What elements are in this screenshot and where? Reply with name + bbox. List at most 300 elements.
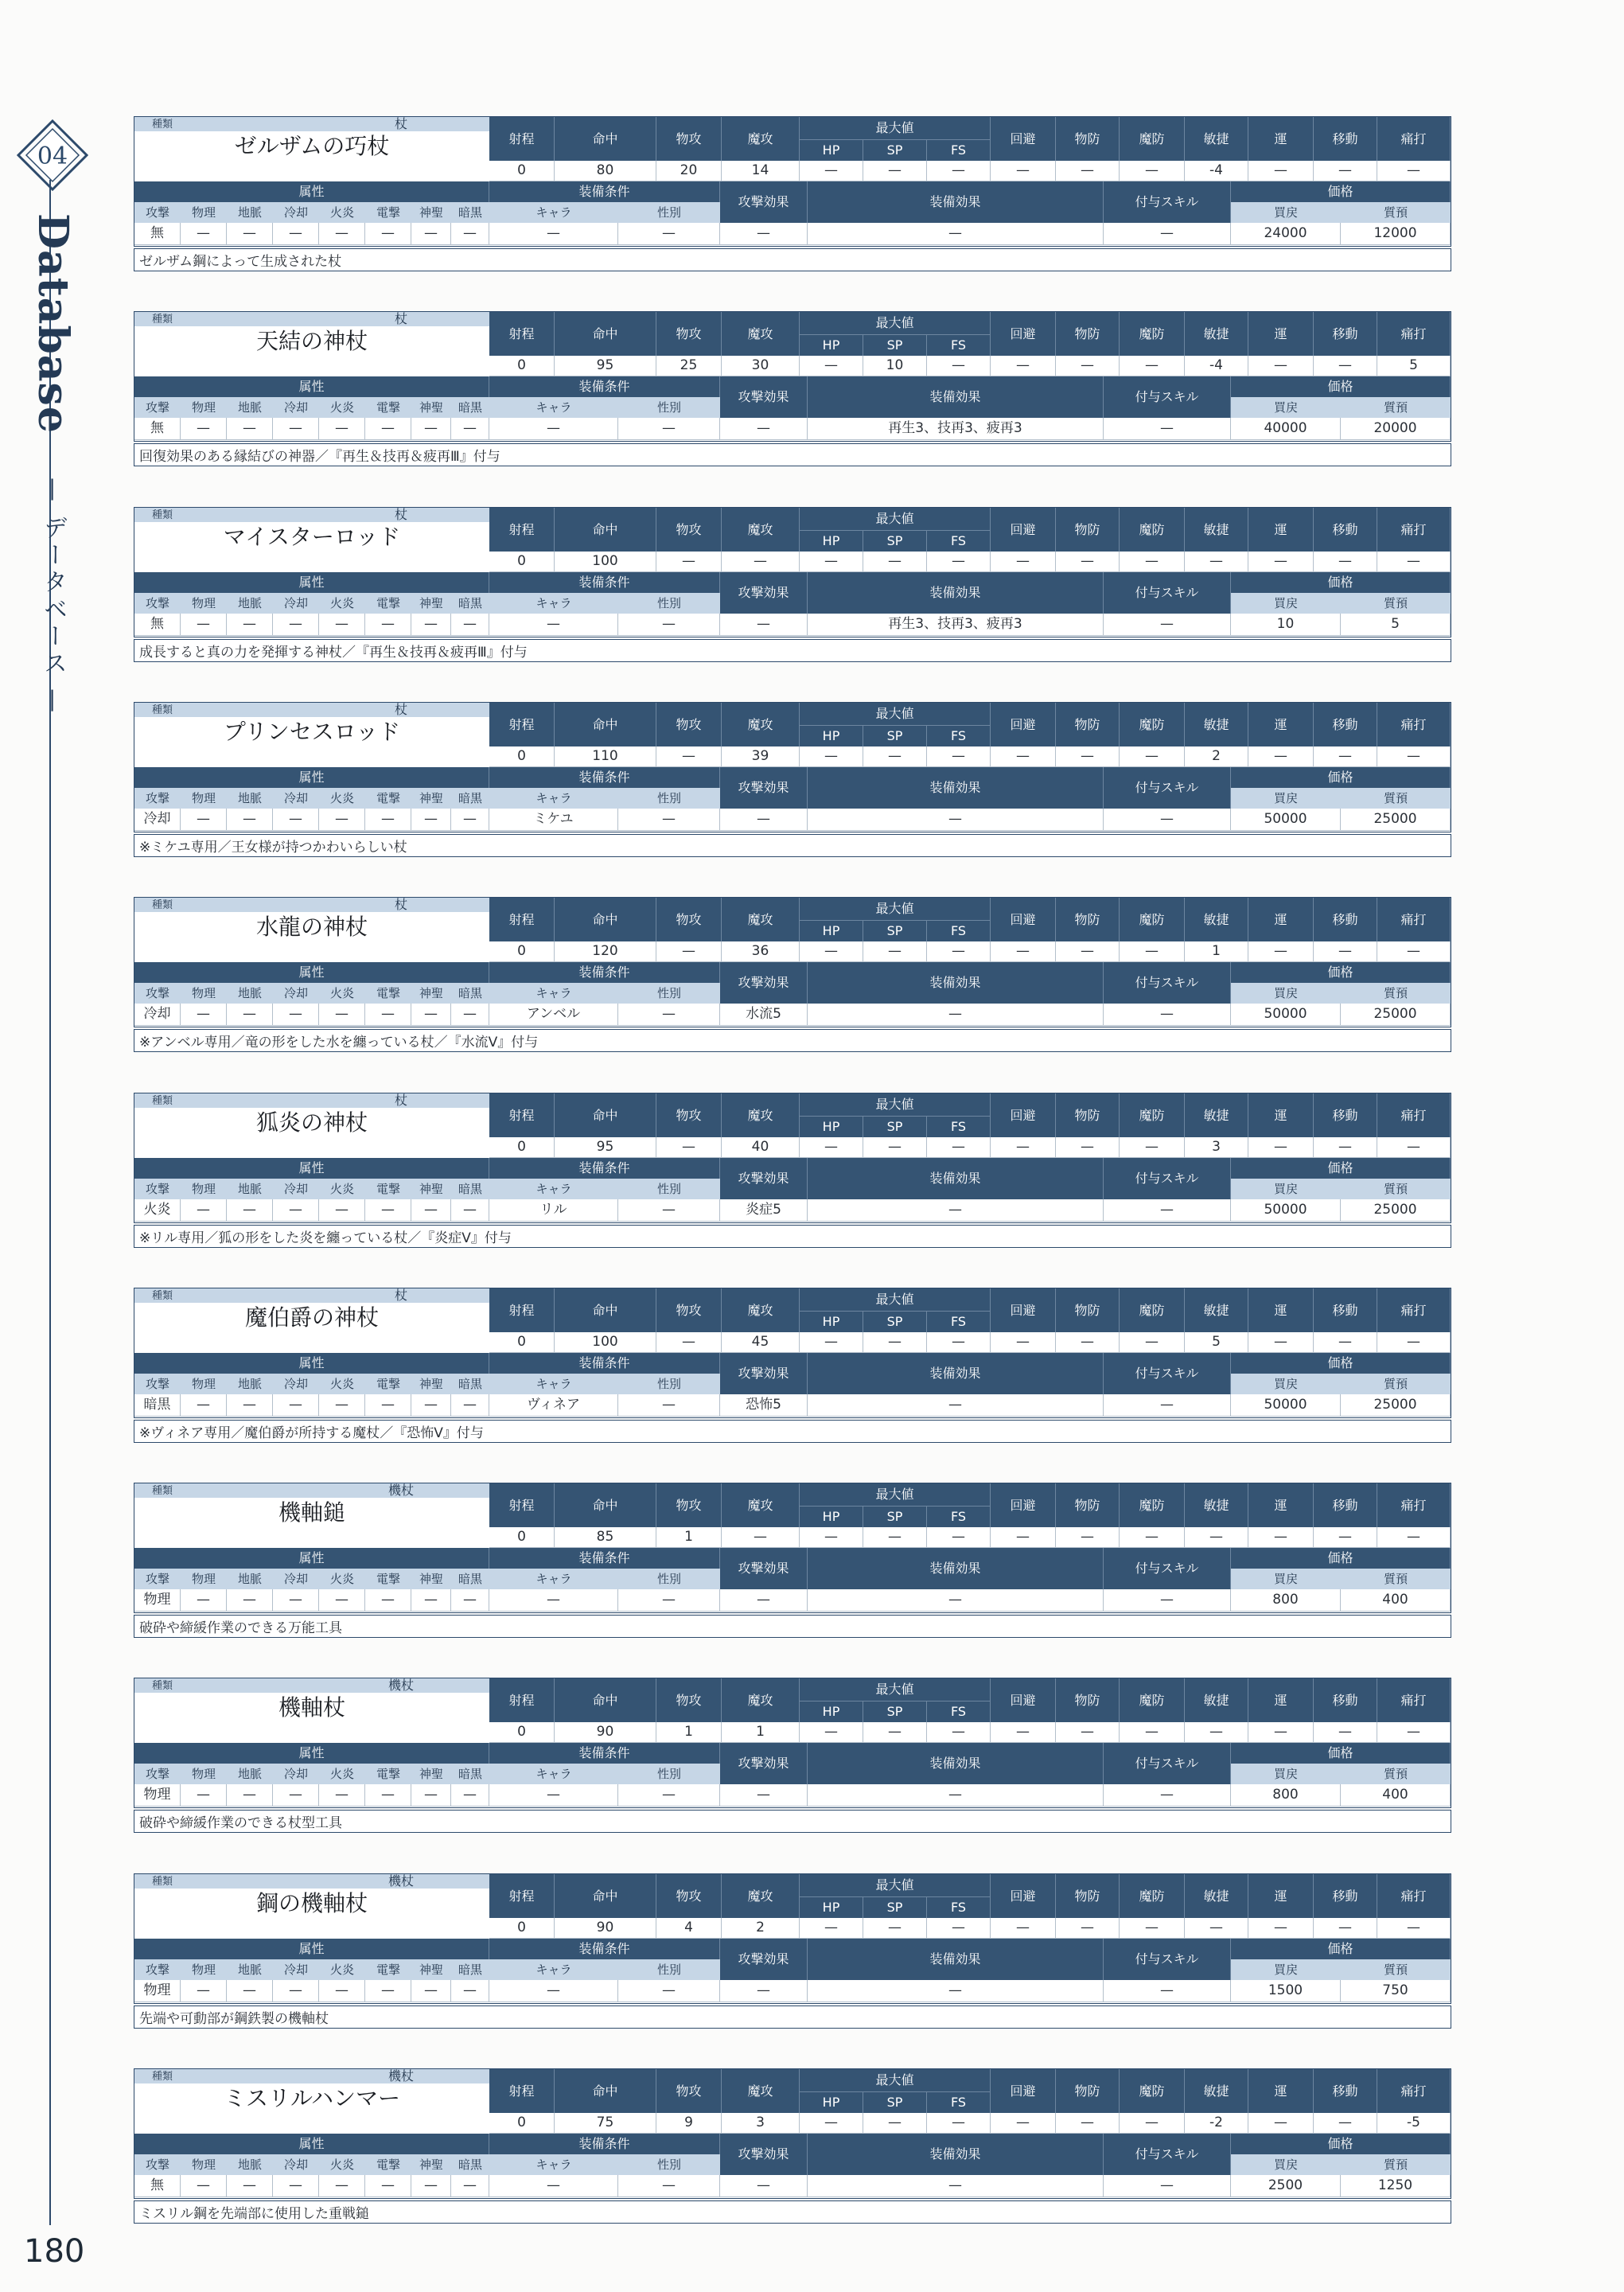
weapon-name: 機軸杖 <box>134 1693 489 1722</box>
weapon-entry <box>134 1678 1451 1837</box>
attr-label-physical: 物理 <box>181 2154 227 2175</box>
attr-value: 火炎 <box>134 1199 181 1222</box>
buy-label: 買戻 <box>1231 2154 1341 2175</box>
stat-value: 95 <box>555 1137 656 1158</box>
weapon-description: ゼルザム鋼によって生成された杖 <box>134 248 1451 271</box>
stat-header-patk: 物攻 <box>656 1678 722 1722</box>
attr-label-cold: 冷却 <box>273 593 319 614</box>
stat-header-evade: 回避 <box>991 117 1056 161</box>
skill-header: 付与スキル <box>1104 1548 1231 1589</box>
stat-header-move: 移動 <box>1314 898 1377 941</box>
stat-value: — <box>656 746 722 767</box>
weapon-description: 破砕や締緩作業のできる万能工具 <box>134 1615 1451 1638</box>
skill-header: 付与スキル <box>1104 376 1231 418</box>
skill-value: — <box>1104 418 1231 440</box>
atkeffect-value: — <box>720 1980 808 2002</box>
stat-header-sp: SP <box>863 1701 927 1722</box>
equipeffect-header: 装備効果 <box>808 376 1104 418</box>
sex-label: 性別 <box>618 202 720 223</box>
atkeffect-header: 攻撃効果 <box>720 572 808 614</box>
stat-value: 0 <box>489 941 555 962</box>
attr-label-dark: 暗黒 <box>451 1569 489 1589</box>
stat-value: — <box>1120 1137 1185 1158</box>
stat-header-range: 射程 <box>489 898 555 941</box>
attr-label-attack: 攻撃 <box>134 2154 181 2175</box>
weapon-name: 水龍の神杖 <box>134 912 489 941</box>
stat-value: — <box>991 552 1056 572</box>
atkeffect-value: — <box>720 614 808 636</box>
attr-value: — <box>273 223 319 245</box>
attr-label-earth: 地脈 <box>227 1959 273 1980</box>
attr-value: — <box>273 1199 319 1222</box>
price-header: 価格 <box>1231 962 1451 983</box>
attr-value: — <box>181 1980 227 2002</box>
stat-header-max: 最大値 <box>800 508 991 530</box>
stat-value: 25 <box>656 356 722 376</box>
attr-value: — <box>365 2175 411 2197</box>
equipeffect-value: — <box>808 1589 1104 1612</box>
weapon-stat-table <box>134 702 1451 832</box>
skill-value: — <box>1104 1004 1231 1026</box>
stat-value: 40 <box>722 1137 800 1158</box>
stat-header-crit: 痛打 <box>1377 1288 1451 1332</box>
stat-header-hit: 命中 <box>555 703 656 746</box>
sidebar <box>0 0 88 2292</box>
attr-label-fire: 火炎 <box>319 593 365 614</box>
sex-label: 性別 <box>618 1374 720 1394</box>
sell-label: 質預 <box>1341 1179 1451 1199</box>
stat-header-luck: 運 <box>1248 703 1314 746</box>
stat-header-fs: FS <box>927 725 991 746</box>
stat-header-hp: HP <box>800 139 863 161</box>
attr-value: — <box>411 1980 451 2002</box>
equipeffect-header: 装備効果 <box>808 1353 1104 1394</box>
stat-header-matk: 魔攻 <box>722 312 800 356</box>
attr-value: — <box>451 223 489 245</box>
attr-value: — <box>273 614 319 636</box>
attr-value: — <box>319 614 365 636</box>
stat-header-sp: SP <box>863 1506 927 1527</box>
sex-value: — <box>618 418 720 440</box>
stat-value: — <box>927 2113 991 2134</box>
page-number: 180 <box>24 2233 85 2270</box>
attr-label-earth: 地脈 <box>227 593 273 614</box>
stat-value: — <box>1248 1527 1314 1548</box>
stat-value: -4 <box>1185 356 1248 376</box>
stat-value: — <box>800 1137 863 1158</box>
stat-header-patk: 物攻 <box>656 703 722 746</box>
buy-label: 買戻 <box>1231 1959 1341 1980</box>
attr-label-physical: 物理 <box>181 788 227 809</box>
attr-label-physical: 物理 <box>181 1959 227 1980</box>
sex-value: — <box>618 1980 720 2002</box>
stat-value: 0 <box>489 1918 555 1939</box>
stat-header-move: 移動 <box>1314 2069 1377 2113</box>
stat-header-hit: 命中 <box>555 1874 656 1918</box>
attr-label-electric: 電撃 <box>365 593 411 614</box>
attr-value: — <box>273 1394 319 1417</box>
attr-value: — <box>319 1004 365 1026</box>
stat-value: 80 <box>555 161 656 181</box>
skill-value: — <box>1104 1394 1231 1417</box>
sex-label: 性別 <box>618 983 720 1004</box>
stat-value: — <box>1120 552 1185 572</box>
attr-value: 暗黒 <box>134 1394 181 1417</box>
stat-header-agi: 敏捷 <box>1185 1874 1248 1918</box>
stat-value: — <box>991 1332 1056 1353</box>
stat-value: — <box>656 1137 722 1158</box>
weapon-description: 先端や可動部が鋼鉄製の機軸杖 <box>134 2005 1451 2029</box>
stat-value: — <box>1056 356 1120 376</box>
stat-header-move: 移動 <box>1314 1483 1377 1527</box>
attr-label-attack: 攻撃 <box>134 1179 181 1199</box>
stat-header-max: 最大値 <box>800 2069 991 2091</box>
stat-value: 90 <box>555 1722 656 1743</box>
weapon-type: 機杖 <box>313 2069 489 2083</box>
attr-label-cold: 冷却 <box>273 1764 319 1784</box>
price-header: 価格 <box>1231 1158 1451 1179</box>
weapon-name: 魔伯爵の神杖 <box>134 1303 489 1332</box>
equipeffect-header: 装備効果 <box>808 767 1104 809</box>
weapon-name: マイスターロッド <box>134 522 489 552</box>
price-header: 価格 <box>1231 2134 1451 2154</box>
stat-value: — <box>1120 161 1185 181</box>
stat-value: — <box>1248 356 1314 376</box>
stat-value: — <box>991 1137 1056 1158</box>
stat-value: — <box>927 1722 991 1743</box>
stat-value: 120 <box>555 941 656 962</box>
stat-header-patk: 物攻 <box>656 1874 722 1918</box>
stat-value: 0 <box>489 552 555 572</box>
weapon-type: 機杖 <box>313 1874 489 1889</box>
attr-label-electric: 電撃 <box>365 1179 411 1199</box>
weapon-stat-table <box>134 897 1451 1027</box>
stat-value: — <box>1248 1918 1314 1939</box>
weapon-name: 天結の神杖 <box>134 326 489 356</box>
stat-header-hit: 命中 <box>555 1483 656 1527</box>
type-label: 種類 <box>134 898 313 912</box>
stat-value: — <box>1248 552 1314 572</box>
sex-label: 性別 <box>618 1764 720 1784</box>
attr-value: — <box>451 1784 489 1807</box>
stat-header-move: 移動 <box>1314 312 1377 356</box>
stat-value: 85 <box>555 1527 656 1548</box>
stat-value: — <box>1248 161 1314 181</box>
stat-header-crit: 痛打 <box>1377 2069 1451 2113</box>
stat-value: — <box>1185 1918 1248 1939</box>
weapon-stat-table <box>134 1678 1451 1808</box>
stat-value: 1 <box>656 1722 722 1743</box>
type-label: 種類 <box>134 1483 313 1498</box>
attr-label-fire: 火炎 <box>319 2154 365 2175</box>
stat-header-range: 射程 <box>489 1288 555 1332</box>
stat-value: — <box>927 1527 991 1548</box>
weapon-stat-table <box>134 1093 1451 1223</box>
weapon-stat-table <box>134 1873 1451 2004</box>
weapon-entry <box>134 1873 1451 2033</box>
attr-label-dark: 暗黒 <box>451 593 489 614</box>
skill-header: 付与スキル <box>1104 1158 1231 1199</box>
buy-label: 買戻 <box>1231 1569 1341 1589</box>
equipeffect-header: 装備効果 <box>808 1939 1104 1980</box>
stat-header-crit: 痛打 <box>1377 312 1451 356</box>
stat-value: — <box>1248 941 1314 962</box>
equipeffect-value: — <box>808 2175 1104 2197</box>
attr-value: — <box>273 1784 319 1807</box>
weapon-name: ミスリルハンマー <box>134 2083 489 2113</box>
chara-label: キャラ <box>489 1959 618 1980</box>
buy-label: 買戻 <box>1231 1374 1341 1394</box>
attr-value: — <box>319 223 365 245</box>
stat-header-fs: FS <box>927 1116 991 1137</box>
stat-header-patk: 物攻 <box>656 2069 722 2113</box>
buy-price: 2500 <box>1231 2175 1341 2197</box>
attr-value: — <box>451 2175 489 2197</box>
stat-header-pdef: 物防 <box>1056 898 1120 941</box>
sex-value: — <box>618 1394 720 1417</box>
stat-value: 9 <box>656 2113 722 2134</box>
attr-label-attack: 攻撃 <box>134 788 181 809</box>
attr-value: — <box>411 1199 451 1222</box>
attr-value: 物理 <box>134 1784 181 1807</box>
stat-value: — <box>1314 1527 1377 1548</box>
stat-header-hp: HP <box>800 725 863 746</box>
stat-value: 3 <box>722 2113 800 2134</box>
skill-header: 付与スキル <box>1104 767 1231 809</box>
attr-header: 属性 <box>134 1353 489 1374</box>
stat-header-matk: 魔攻 <box>722 2069 800 2113</box>
sex-value: — <box>618 1784 720 1807</box>
stat-header-hp: HP <box>800 1116 863 1137</box>
stat-value: — <box>1120 2113 1185 2134</box>
stat-value: — <box>927 161 991 181</box>
attr-value: — <box>451 1980 489 2002</box>
stat-header-mdef: 魔防 <box>1120 2069 1185 2113</box>
buy-price: 50000 <box>1231 809 1341 831</box>
stat-value: — <box>1056 1722 1120 1743</box>
stat-header-range: 射程 <box>489 117 555 161</box>
stat-value: — <box>1314 552 1377 572</box>
stat-value: — <box>991 941 1056 962</box>
stat-header-hit: 命中 <box>555 117 656 161</box>
buy-price: 50000 <box>1231 1199 1341 1222</box>
stat-value: 0 <box>489 2113 555 2134</box>
stat-header-patk: 物攻 <box>656 1483 722 1527</box>
attr-value: — <box>451 1199 489 1222</box>
buy-price: 24000 <box>1231 223 1341 245</box>
stat-header-crit: 痛打 <box>1377 1093 1451 1137</box>
attr-value: — <box>411 1589 451 1612</box>
chara-label: キャラ <box>489 1374 618 1394</box>
stat-value: — <box>863 1332 927 1353</box>
price-header: 価格 <box>1231 572 1451 593</box>
attr-value: — <box>451 1004 489 1026</box>
buy-price: 40000 <box>1231 418 1341 440</box>
attr-value: — <box>181 1394 227 1417</box>
stat-header-move: 移動 <box>1314 508 1377 552</box>
stat-value: — <box>1056 1918 1120 1939</box>
stat-header-fs: FS <box>927 1506 991 1527</box>
stat-value: 14 <box>722 161 800 181</box>
atkeffect-value: — <box>720 223 808 245</box>
attr-header: 属性 <box>134 962 489 983</box>
sex-value: — <box>618 809 720 831</box>
stat-value: — <box>1056 746 1120 767</box>
type-label: 種類 <box>134 1678 313 1693</box>
skill-value: — <box>1104 1980 1231 2002</box>
stat-header-agi: 敏捷 <box>1185 1093 1248 1137</box>
skill-header: 付与スキル <box>1104 962 1231 1004</box>
stat-value: — <box>1377 552 1451 572</box>
stat-header-agi: 敏捷 <box>1185 1483 1248 1527</box>
chara-label: キャラ <box>489 983 618 1004</box>
attr-label-attack: 攻撃 <box>134 593 181 614</box>
sex-value: — <box>618 1199 720 1222</box>
stat-header-mdef: 魔防 <box>1120 1483 1185 1527</box>
attr-label-dark: 暗黒 <box>451 2154 489 2175</box>
buy-label: 買戻 <box>1231 1764 1341 1784</box>
skill-header: 付与スキル <box>1104 572 1231 614</box>
stat-header-evade: 回避 <box>991 1288 1056 1332</box>
attr-value: 物理 <box>134 1589 181 1612</box>
weapon-description: 成長すると真の力を発揮する神杖／『再生＆技再＆疲再Ⅲ』付与 <box>134 639 1451 662</box>
weapon-stat-table <box>134 1288 1451 1418</box>
stat-header-sp: SP <box>863 920 927 941</box>
price-header: 価格 <box>1231 1548 1451 1569</box>
weapon-stat-table <box>134 1483 1451 1613</box>
stat-value: — <box>863 746 927 767</box>
attr-value: — <box>227 418 273 440</box>
attr-label-holy: 神聖 <box>411 983 451 1004</box>
stat-value: -4 <box>1185 161 1248 181</box>
sell-price: 25000 <box>1341 809 1451 831</box>
attr-value: — <box>273 809 319 831</box>
attr-label-physical: 物理 <box>181 1569 227 1589</box>
sell-price: 400 <box>1341 1784 1451 1807</box>
stat-value: 1 <box>1185 941 1248 962</box>
stat-header-hp: HP <box>800 1701 863 1722</box>
stat-value: — <box>800 161 863 181</box>
stat-header-hit: 命中 <box>555 1288 656 1332</box>
weapon-entry <box>134 702 1451 861</box>
attr-header: 属性 <box>134 1158 489 1179</box>
stat-value: — <box>800 552 863 572</box>
stat-header-pdef: 物防 <box>1056 1678 1120 1722</box>
attr-value: — <box>411 1394 451 1417</box>
weapon-description: ミスリル鋼を先端部に使用した重戦鎚 <box>134 2200 1451 2224</box>
attr-label-attack: 攻撃 <box>134 983 181 1004</box>
stat-header-fs: FS <box>927 2091 991 2113</box>
sell-label: 質預 <box>1341 202 1451 223</box>
attr-value: — <box>273 1589 319 1612</box>
chara-label: キャラ <box>489 397 618 418</box>
stat-header-move: 移動 <box>1314 1288 1377 1332</box>
equipcond-header: 装備条件 <box>489 1158 720 1179</box>
attr-value: — <box>319 1589 365 1612</box>
stat-value: — <box>1056 161 1120 181</box>
weapon-entry <box>134 116 1451 275</box>
stat-header-hp: HP <box>800 1506 863 1527</box>
stat-value: 30 <box>722 356 800 376</box>
stat-header-sp: SP <box>863 2091 927 2113</box>
stat-header-luck: 運 <box>1248 1874 1314 1918</box>
attr-label-fire: 火炎 <box>319 788 365 809</box>
attr-header: 属性 <box>134 572 489 593</box>
price-header: 価格 <box>1231 181 1451 202</box>
attr-label-dark: 暗黒 <box>451 788 489 809</box>
stat-header-pdef: 物防 <box>1056 703 1120 746</box>
sell-label: 質預 <box>1341 593 1451 614</box>
stat-value: — <box>991 2113 1056 2134</box>
equipeffect-header: 装備効果 <box>808 572 1104 614</box>
equipcond-header: 装備条件 <box>489 376 720 397</box>
weapon-type: 機杖 <box>313 1483 489 1498</box>
stat-value: — <box>1056 1137 1120 1158</box>
stat-value: — <box>1314 1722 1377 1743</box>
stat-header-range: 射程 <box>489 2069 555 2113</box>
attr-value: — <box>181 1589 227 1612</box>
stat-value: — <box>1185 552 1248 572</box>
attr-label-physical: 物理 <box>181 1374 227 1394</box>
skill-header: 付与スキル <box>1104 1743 1231 1784</box>
attr-value: — <box>365 418 411 440</box>
stat-header-fs: FS <box>927 1701 991 1722</box>
attr-label-electric: 電撃 <box>365 1569 411 1589</box>
stat-value: — <box>656 552 722 572</box>
buy-label: 買戻 <box>1231 788 1341 809</box>
buy-label: 買戻 <box>1231 593 1341 614</box>
stat-header-fs: FS <box>927 530 991 552</box>
sex-value: — <box>618 223 720 245</box>
stat-value: — <box>1120 1722 1185 1743</box>
stat-value: — <box>1377 1332 1451 1353</box>
attr-header: 属性 <box>134 1743 489 1764</box>
stat-header-agi: 敏捷 <box>1185 898 1248 941</box>
sell-price: 12000 <box>1341 223 1451 245</box>
chara-label: キャラ <box>489 202 618 223</box>
stat-header-luck: 運 <box>1248 1093 1314 1137</box>
equipeffect-header: 装備効果 <box>808 962 1104 1004</box>
attr-value: — <box>227 1784 273 1807</box>
stat-header-patk: 物攻 <box>656 117 722 161</box>
stat-value: -2 <box>1185 2113 1248 2134</box>
stat-header-fs: FS <box>927 139 991 161</box>
stat-value: — <box>863 2113 927 2134</box>
attr-value: — <box>365 223 411 245</box>
stat-value: — <box>927 941 991 962</box>
stat-header-matk: 魔攻 <box>722 898 800 941</box>
stat-value: — <box>991 1527 1056 1548</box>
skill-value: — <box>1104 223 1231 245</box>
stat-header-sp: SP <box>863 1311 927 1332</box>
sell-price: 1250 <box>1341 2175 1451 2197</box>
stat-value: — <box>1377 1137 1451 1158</box>
attr-label-attack: 攻撃 <box>134 1569 181 1589</box>
attr-label-holy: 神聖 <box>411 1959 451 1980</box>
sex-label: 性別 <box>618 1179 720 1199</box>
equipeffect-value: — <box>808 1784 1104 1807</box>
weapon-description: ※リル専用／狐の形をした炎を纏っている杖／『炎症Ⅴ』付与 <box>134 1225 1451 1248</box>
sell-label: 質預 <box>1341 1764 1451 1784</box>
attr-value: — <box>451 614 489 636</box>
weapon-type: 杖 <box>313 1093 489 1108</box>
attr-label-electric: 電撃 <box>365 1959 411 1980</box>
stat-header-evade: 回避 <box>991 703 1056 746</box>
chara-value: ミケユ <box>489 809 618 831</box>
stat-value: — <box>927 356 991 376</box>
price-header: 価格 <box>1231 1353 1451 1374</box>
stat-header-range: 射程 <box>489 1483 555 1527</box>
